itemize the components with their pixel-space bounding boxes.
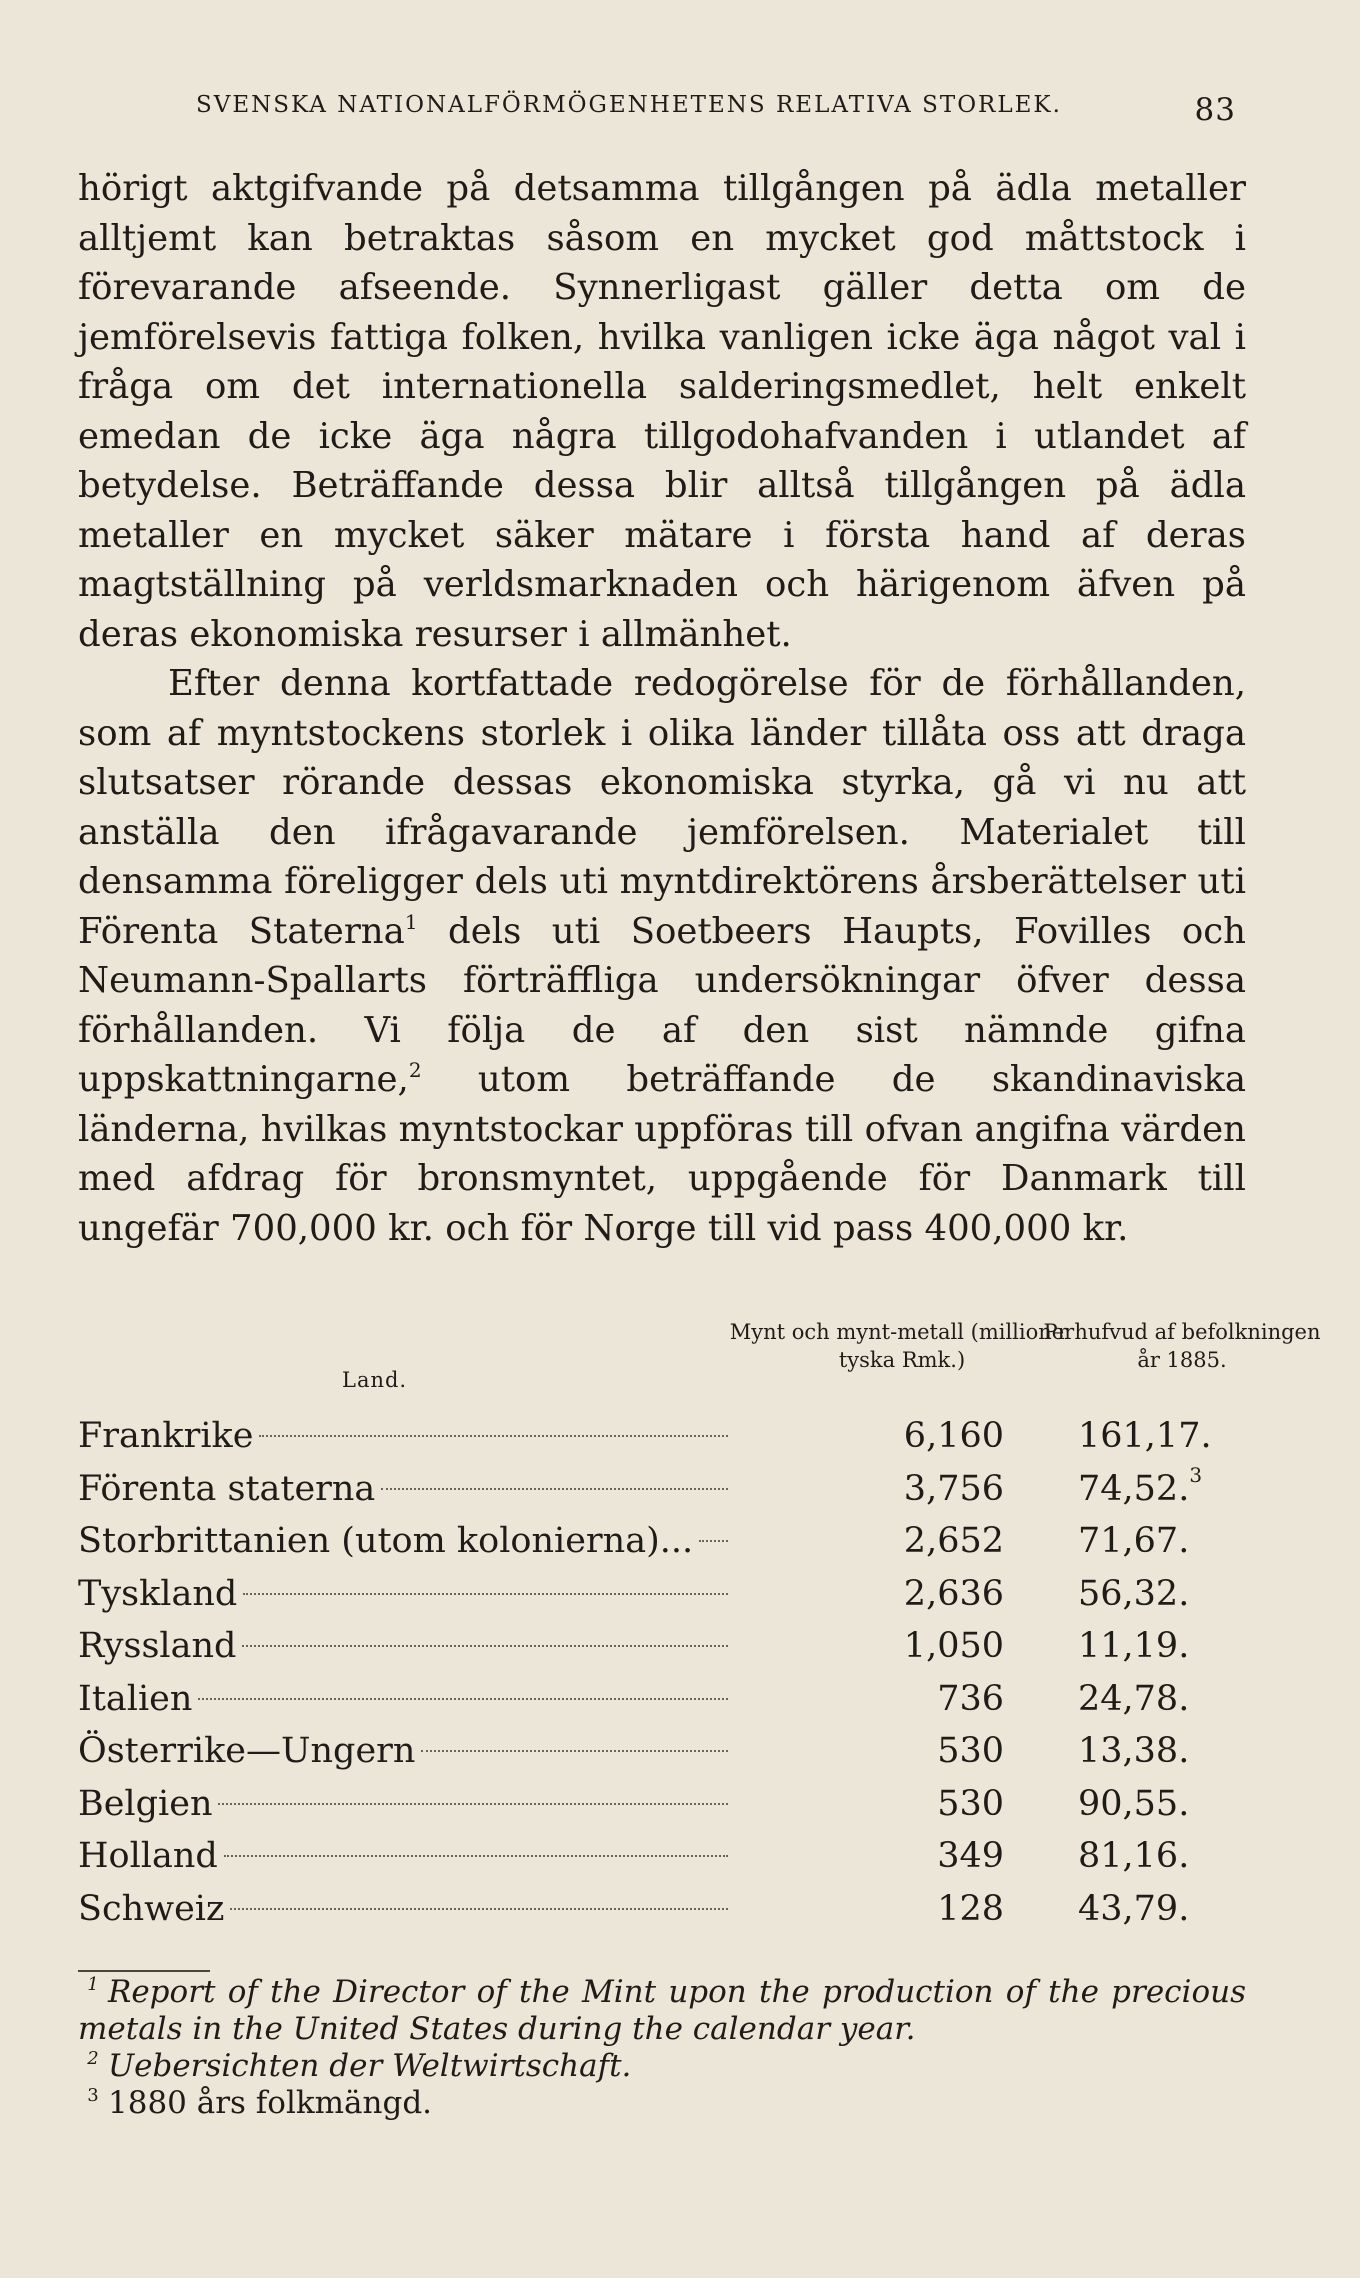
row-per-capita-value: 24,78.: [1078, 1678, 1190, 1719]
table-row: [78, 1410, 1246, 1463]
leader-dots: [224, 1855, 728, 1857]
paragraph-2: [78, 659, 1246, 1253]
row-land: [78, 1778, 728, 1831]
footnote-rule: [78, 1970, 210, 1972]
paragraph-1: hörigt aktgifvande på detsamma tillgången på ädla metaller alltjemt kan betraktas såsom en mycket god måttstock i förevarande afseende. Synnerligast gäller detta om de jemförelsevis fattiga folken, hvilka vanligen icke äga något val i fråga om det internationella salderingsmedlet, helt enkelt emedan de icke äga några tillgodohafvanden i utlandet af betydelse. Beträffande dessa blir alltså tillgången på ädla metaller en mycket säker mätare i första hand af deras magtställning på verldsmarknaden och härigenom äfven på deras ekonomiska resurser i allmänhet.: [78, 168, 1246, 655]
row-land-label: Storbrittanien (utom kolonierna)...: [78, 1521, 694, 1561]
row-land-label: Österrike—Ungern: [78, 1731, 416, 1771]
row-per-capita: [1078, 1463, 1318, 1516]
leader-dots: [421, 1750, 728, 1752]
row-land: [78, 1515, 728, 1568]
row-land-label: Italien: [78, 1678, 193, 1719]
table-row: [78, 1620, 1246, 1673]
header-value: Mynt och mynt-metall (millioner tyska Rmk.): [729, 1320, 1075, 1372]
footnote-ref-2: 2: [408, 1058, 422, 1082]
table-row: [78, 1515, 1246, 1568]
leader-dots: [230, 1908, 728, 1910]
row-land: [78, 1463, 728, 1516]
row-land: [78, 1410, 728, 1463]
row-land: [78, 1883, 728, 1936]
row-land: [78, 1620, 728, 1673]
row-value: 2,652: [903, 1521, 1004, 1561]
footnote-3: 3 1880 års folkmängd.: [87, 2085, 433, 2121]
paragraph-2-part-b: dels uti Soetbeers Haupts, Fovilles och Neumann-Spallarts förträffliga undersökningar öfver dessa förhållanden. Vi följa de af den sist nämnde gifna uppskattningarne,: [78, 910, 1246, 1100]
row-land-label: Ryssland: [78, 1626, 237, 1666]
row-per-capita: [1078, 1778, 1318, 1831]
row-value: 1,050: [903, 1626, 1004, 1666]
table-row: [78, 1568, 1246, 1621]
leader-dots: [218, 1803, 728, 1805]
row-land-label: Tyskland: [78, 1573, 238, 1614]
footnote-2: 2 Uebersichten der Weltwirtschaft.: [87, 2048, 632, 2084]
page-number: 83: [1194, 92, 1236, 128]
row-note-ref: 3: [1189, 1462, 1203, 1487]
row-per-capita: [1078, 1568, 1318, 1621]
footnote-ref-1: 1: [404, 909, 418, 934]
footnote-2-text: Uebersichten der Weltwirtschaft.: [108, 2048, 632, 2084]
row-per-capita: [1078, 1410, 1318, 1463]
row-per-capita-value: 90,55.: [1078, 1783, 1190, 1824]
table-row: [78, 1673, 1246, 1726]
row-per-capita: [1078, 1830, 1318, 1883]
row-land: [78, 1673, 728, 1726]
leader-dots: [242, 1645, 728, 1647]
table-row: [78, 1463, 1246, 1516]
row-land-label: Frankrike: [78, 1416, 254, 1456]
table-row: [78, 1778, 1246, 1831]
paragraph-2-part-a: Efter denna kortfattade redogörelse för de förhållanden, som af myntstockens storlek i olika länder tillåta oss att draga slutsatser rörande dessas ekonomiska styrka, gå vi nu att anställa den ifrågavarande jemförelsen. Materialet till densamma föreligger dels uti myntdirektörens årsberättelser uti Förenta Staterna: [78, 663, 1246, 952]
table-header: [78, 1318, 1321, 1410]
running-head-title: SVENSKA NATIONALFÖRMÖGENHETENS RELATIVA STORLEK.: [196, 92, 1062, 118]
leader-dots: [198, 1698, 728, 1700]
row-land: [78, 1830, 728, 1883]
row-per-capita-value: 13,38.: [1078, 1731, 1190, 1771]
footnotes: [78, 1974, 1246, 2122]
row-per-capita: [1078, 1673, 1318, 1726]
row-per-capita-value: 71,67.: [1078, 1521, 1190, 1561]
body-text: [78, 164, 1246, 1253]
table-row: [78, 1883, 1246, 1936]
row-per-capita-value: 74,52.: [1078, 1468, 1190, 1509]
leader-dots: [243, 1593, 728, 1595]
row-land: [78, 1725, 728, 1778]
footnote-1: 1 Report of the Director of the Mint upon the production of the precious metals in the United States during the calendar year.: [78, 1974, 1246, 2047]
footnote-3-text: 1880 års folkmängd.: [108, 2085, 433, 2121]
row-per-capita-value: 11,19.: [1078, 1626, 1190, 1666]
row-per-capita: [1078, 1620, 1318, 1673]
leader-dots: [699, 1540, 728, 1542]
row-per-capita: [1078, 1725, 1318, 1778]
leader-dots: [259, 1435, 728, 1437]
running-head: [196, 92, 1236, 128]
row-per-capita: [1078, 1883, 1318, 1936]
table-row: [78, 1830, 1246, 1883]
table-body: [78, 1410, 1246, 1935]
row-value: 349: [937, 1836, 1004, 1876]
table-row: [78, 1725, 1246, 1778]
row-per-capita-value: 161,17.: [1078, 1416, 1212, 1456]
row-value: 736: [937, 1678, 1004, 1719]
row-value: 3,756: [903, 1468, 1004, 1509]
header-land: Land.: [342, 1368, 408, 1392]
footnote-1-text: Report of the Director of the Mint upon the production of the precious metals in the United States during the calendar year.: [78, 1974, 1246, 2047]
row-land: [78, 1568, 728, 1621]
row-per-capita-value: 81,16.: [1078, 1836, 1190, 1876]
row-land-label: Schweiz: [78, 1888, 225, 1929]
row-per-capita-value: 56,32.: [1078, 1573, 1190, 1614]
row-land-label: Belgien: [78, 1783, 213, 1824]
header-per-capita: Pr hufvud af befolkningen år 1885.: [1043, 1320, 1321, 1372]
coinage-table: [78, 1318, 1321, 1935]
row-per-capita: [1078, 1515, 1318, 1568]
row-value: 128: [937, 1888, 1004, 1929]
leader-dots: [381, 1488, 728, 1490]
row-per-capita-value: 43,79.: [1078, 1888, 1190, 1929]
row-land-label: Förenta staterna: [78, 1468, 376, 1509]
row-value: 530: [937, 1783, 1004, 1824]
row-value: 530: [937, 1731, 1004, 1771]
row-value: 6,160: [903, 1416, 1004, 1456]
row-value: 2,636: [903, 1573, 1004, 1614]
row-land-label: Holland: [78, 1836, 218, 1876]
paragraph-2-part-c: utom beträffande de skandinaviska länderna, hvilkas myntstockar uppföras till ofvan angifna värden med afdrag för bronsmyntet, uppgående för Danmark till ungefär 700,000 kr. och för Norge till vid pass 400,000 kr.: [78, 1059, 1246, 1249]
